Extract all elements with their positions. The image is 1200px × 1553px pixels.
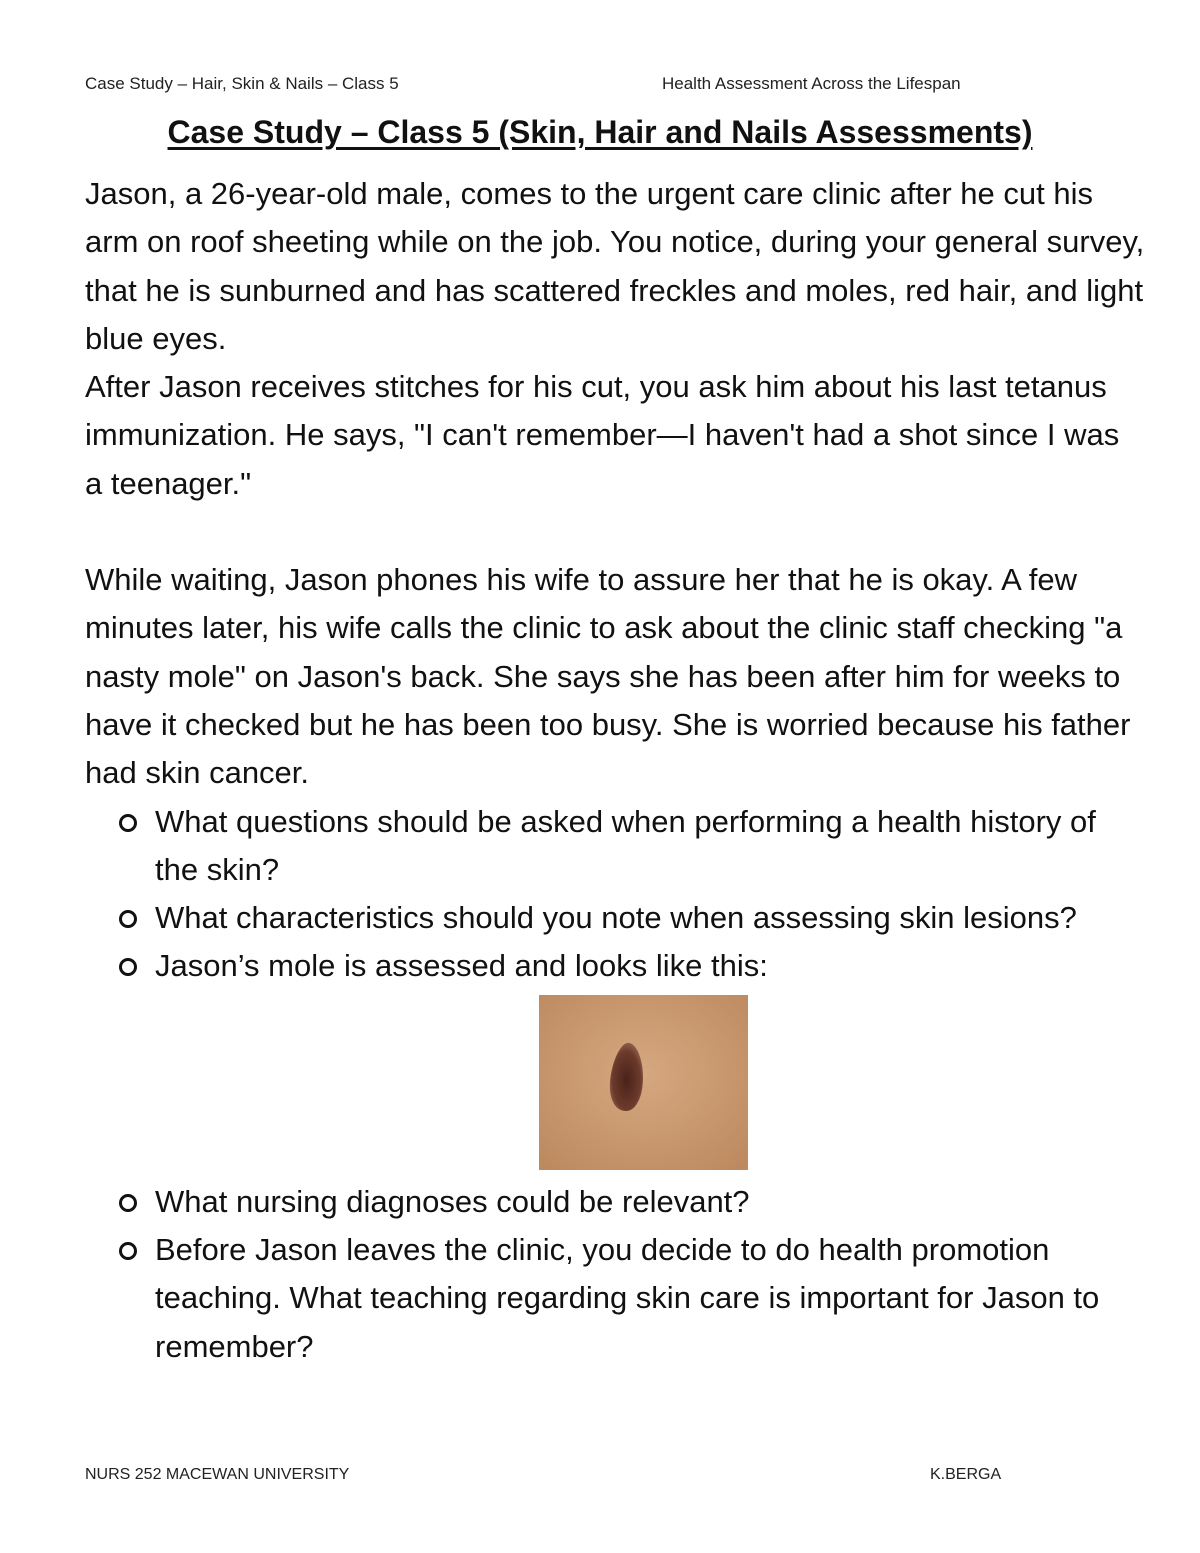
header-right-text: Health Assessment Across the Lifespan [662, 74, 961, 93]
question-text: What questions should be asked when performing a health history of the skin? [155, 803, 1096, 887]
header-left-text: Case Study – Hair, Skin & Nails – Class 5 [85, 74, 399, 93]
question-text: What characteristics should you note when assessing skin lesions? [155, 900, 1077, 936]
question-text: Before Jason leaves the clinic, you decide to do health promotion teaching. What teaching regarding skin care is important for Jason to remember? [155, 1232, 1100, 1364]
circle-bullet-icon [119, 1242, 137, 1260]
question-list [85, 798, 1145, 1371]
paragraph-gap [85, 508, 1145, 556]
skin-background [539, 995, 748, 1170]
case-body [85, 170, 1145, 1371]
list-item [85, 798, 1145, 895]
circle-bullet-icon [119, 958, 137, 976]
list-item [85, 894, 1145, 942]
page-title: Case Study – Class 5 (Skin, Hair and Nails Assessments) [167, 114, 1033, 150]
footer-left-text: NURS 252 MACEWAN UNIVERSITY [85, 1466, 350, 1483]
circle-bullet-icon [119, 1194, 137, 1212]
circle-bullet-icon [119, 910, 137, 928]
mole-photo [539, 995, 748, 1170]
list-item [85, 1178, 1145, 1226]
footer-right-text: K.BERGA [930, 1466, 1002, 1483]
question-text: Jason’s mole is assessed and looks like this: [155, 948, 768, 984]
mole-photo-icon [539, 995, 748, 1170]
paragraph-wife-call: While waiting, Jason phones his wife to assure her that he is okay. A few minutes later, his wife calls the clinic to ask about the clinic staff checking "a nasty mole" on Jason's back. She says she has been after him for weeks to have it checked but he has been too busy. She is worried because his father had skin cancer. [85, 562, 1131, 791]
list-item [85, 1226, 1145, 1371]
list-item [85, 942, 1145, 1169]
circle-bullet-icon [119, 814, 137, 832]
paragraph-tetanus: After Jason receives stitches for his cut, you ask him about his last tetanus immunization. He says, "I can't remember—I haven't had a shot since I was a teenager." [85, 369, 1120, 501]
question-text: What nursing diagnoses could be relevant? [155, 1183, 750, 1219]
paragraph-intro: Jason, a 26-year-old male, comes to the urgent care clinic after he cut his arm on roof sheeting while on the job. You notice, during your general survey, that he is sunburned and has scattered freckles and moles, red hair, and light blue eyes. [85, 176, 1145, 356]
